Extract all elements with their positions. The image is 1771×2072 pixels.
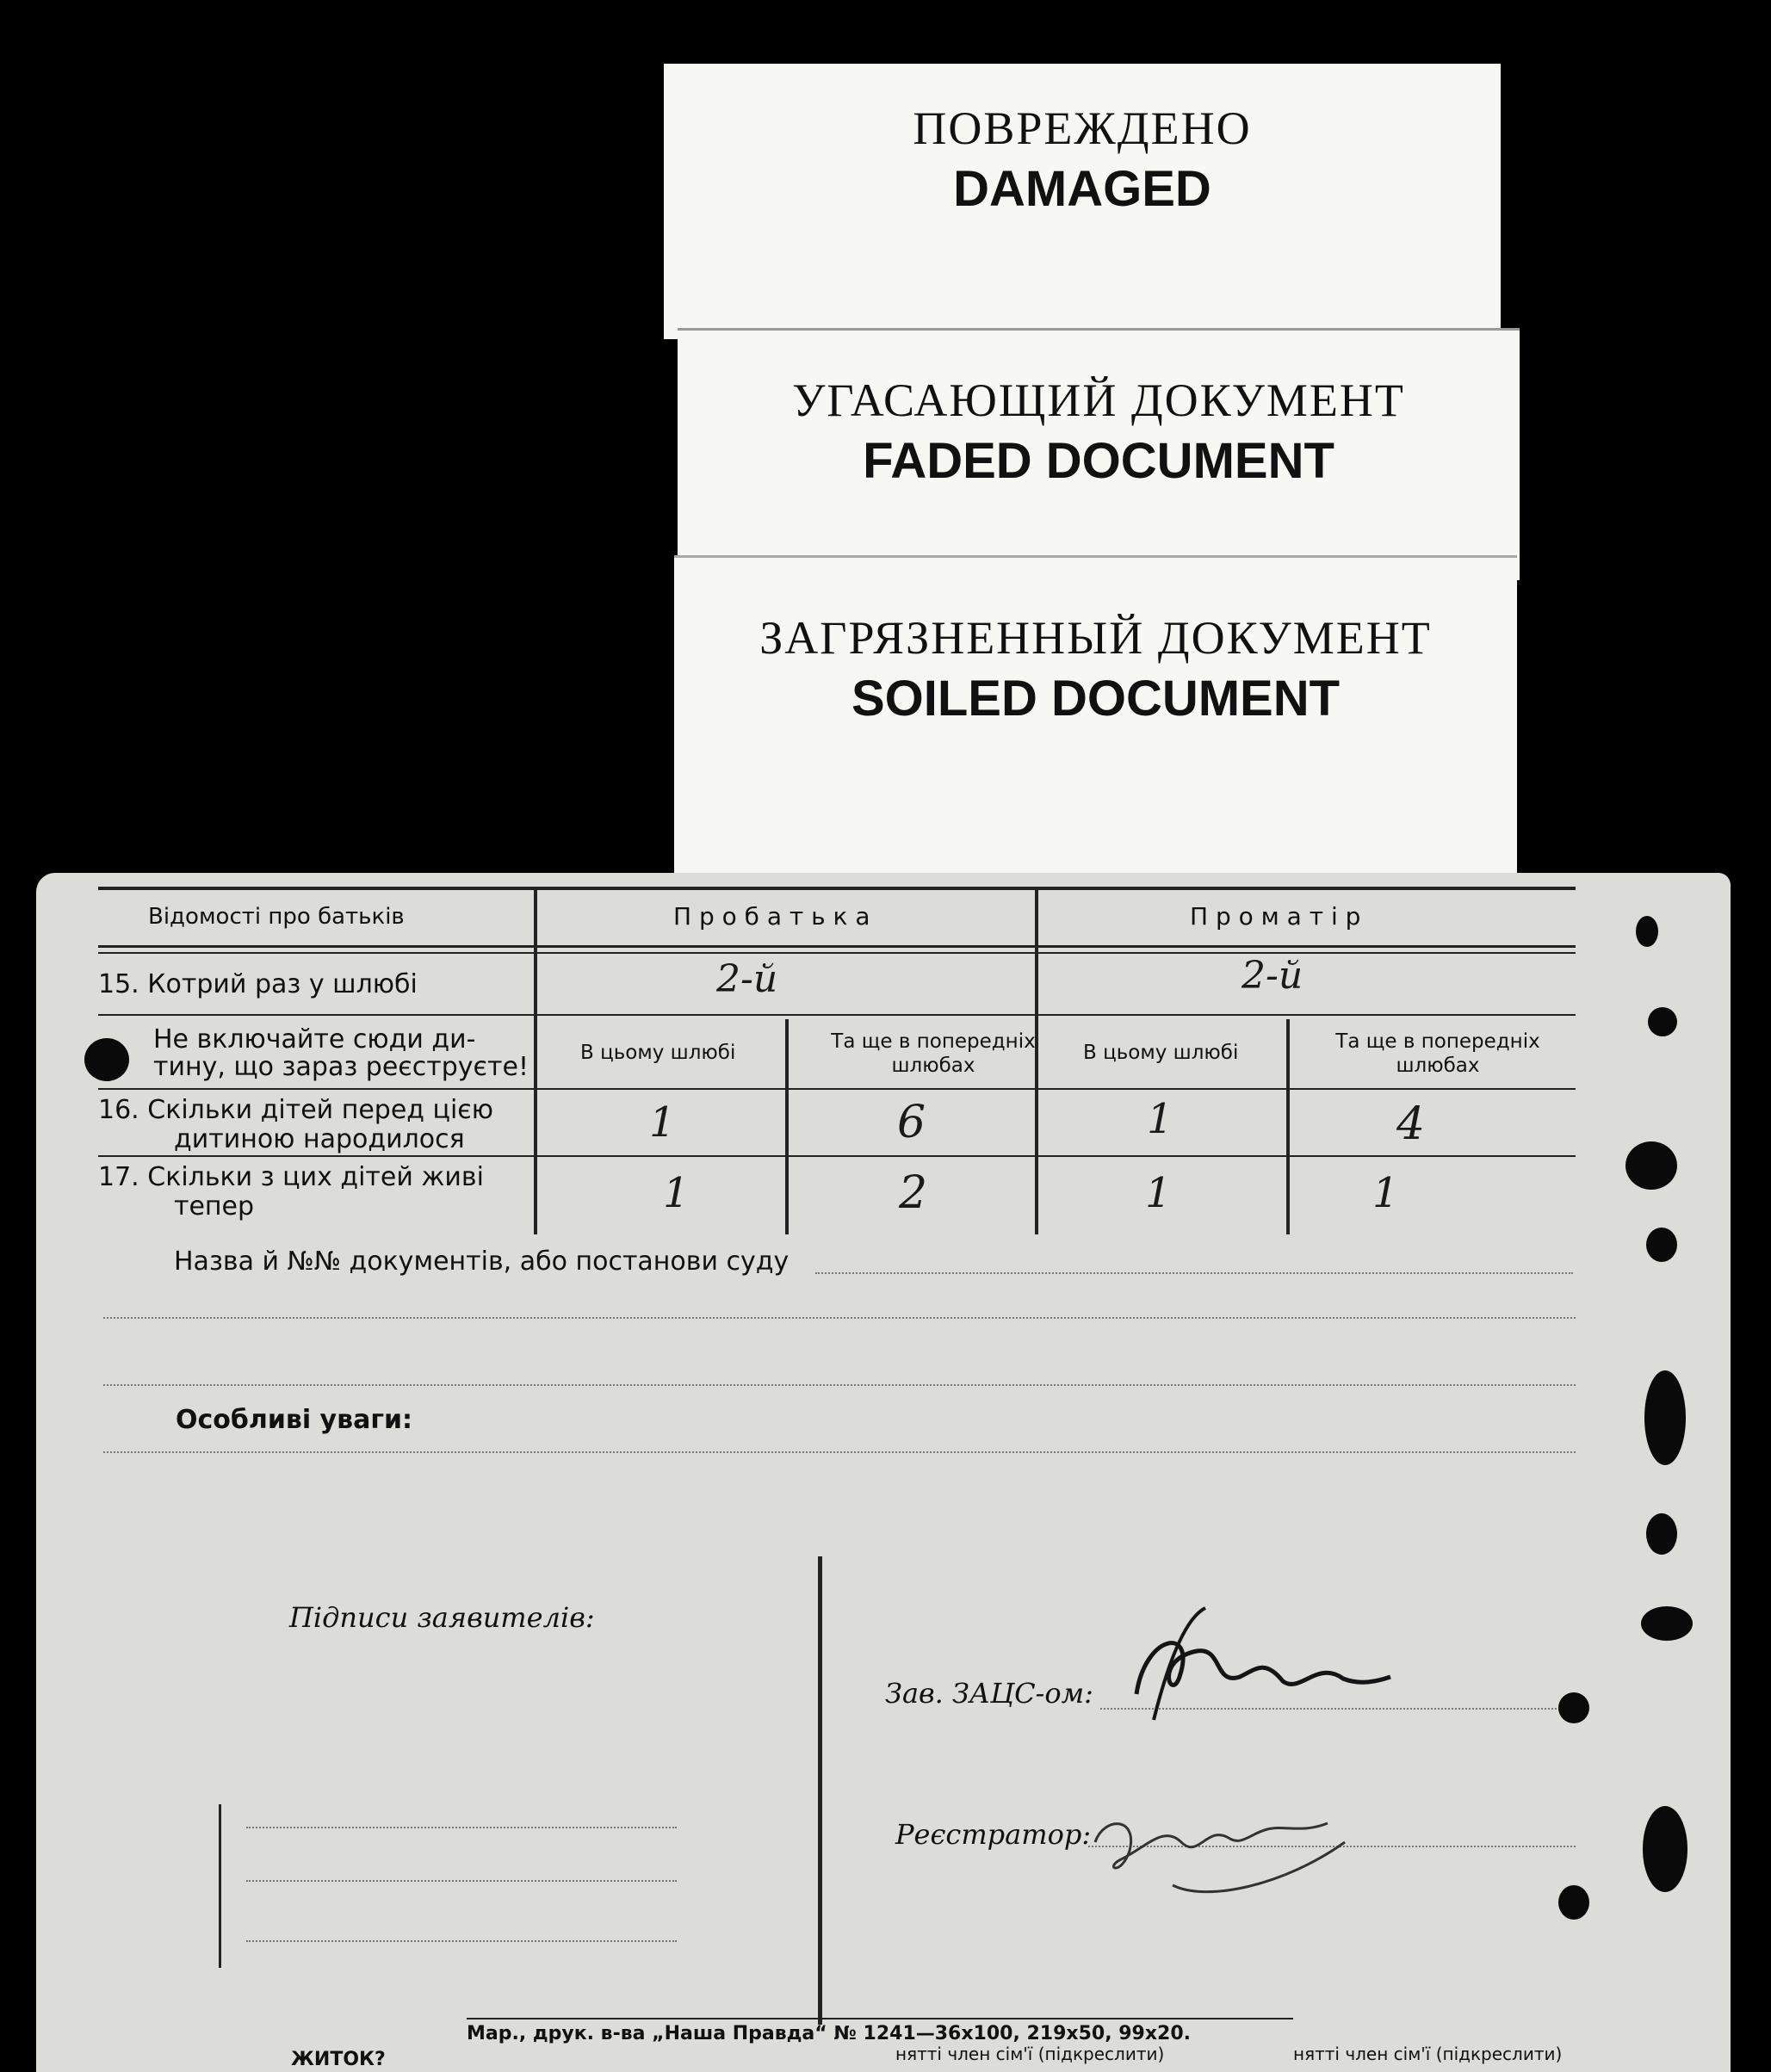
damaged-label-card [664,64,1501,339]
applicant-line-1 [246,1827,677,1828]
damage-mark-1 [1636,916,1658,947]
row16-rule [98,1155,1576,1157]
row15-rule [98,1014,1576,1016]
applicant-line-2 [246,1880,677,1882]
signature-divider [818,1556,822,2025]
note-rule [98,1088,1576,1090]
q17-father-prev: 2 [899,1167,928,1219]
q16-line-1: 16. Скільки дітей перед цією [98,1095,494,1125]
about-father-header: П р о б а т ь к а [673,902,870,931]
footer-rule [467,2018,1293,2019]
column-divider-3 [785,1019,789,1234]
head-of-registry-label: Зав. ЗАЦС-ом: [885,1677,1093,1710]
parents-info-header: Відомості про батьків [148,904,405,930]
table-header-rule-2 [98,952,1576,954]
special-notes-label: Особливі уваги: [176,1405,413,1435]
damage-mark-2 [1648,1007,1677,1036]
soiled-label-card [674,558,1517,876]
damaged-label-ru: ПОВРЕЖДЕНО [913,102,1252,154]
bottom-left-text: ЖИТОК? [291,2049,386,2070]
q16-line-2: дитиною народилося [174,1124,465,1154]
q15-father-value: 2-й [716,957,778,1001]
damage-mark-3 [1625,1141,1677,1190]
printer-line: Мар., друк. в-ва „Наша Правда“ № 1241—36х100, 219х50, 99х20. [467,2023,1192,2044]
about-mother-header: П р о м а т і р [1190,902,1361,931]
damage-mark-5 [1644,1370,1686,1465]
documents-line-3 [103,1384,1576,1386]
faded-label-en: FADED DOCUMENT [863,433,1334,489]
documents-line-2 [103,1317,1576,1319]
q17-mother-prev: 1 [1372,1169,1399,1217]
faded-label-card [678,331,1520,580]
note-line-1: Не включайте сюди ди- [153,1024,476,1055]
column-divider-1 [534,888,537,1234]
note-line-2: тину, що зараз реєструєте! [153,1052,529,1082]
father-this-marriage-header: В цьому шлюбі [580,1042,736,1064]
q17-father-this: 1 [663,1169,690,1217]
registration-form-page [36,873,1731,2072]
applicants-signatures-label: Підписи заявителів: [289,1601,595,1634]
q17-mother-this: 1 [1145,1169,1172,1217]
soiled-label-ru: ЗАГРЯЗНЕННЫЙ ДОКУМЕНТ [759,612,1432,664]
mother-this-marriage-header: В цьому шлюбі [1083,1042,1239,1064]
q17-line-2: тепер [174,1191,255,1222]
q16-father-this: 1 [649,1098,676,1147]
damage-mark-6 [1646,1513,1677,1555]
special-notes-line [103,1451,1576,1453]
faded-label-ru: УГАСАЮЩИЙ ДОКУМЕНТ [792,374,1405,426]
bottom-right-text: нятті член сім'ї (підкреслити) [1293,2044,1563,2064]
applicant-line-3 [246,1940,677,1942]
q16-mother-prev: 4 [1396,1098,1426,1150]
damage-mark-9 [1643,1806,1687,1892]
soiled-label-en: SOILED DOCUMENT [851,671,1341,727]
q15-mother-value: 2-й [1242,954,1303,998]
registrar-label: Реєстратор: [895,1818,1092,1851]
column-divider-4 [1286,1019,1290,1234]
q15-label: 15. Котрий раз у шлюбі [98,969,418,999]
father-prev-marriages-header: Та ще в попередніх шлюбах [831,1030,1036,1077]
damage-mark-10 [1558,1885,1589,1920]
documents-label: Назва й №№ документів, або постанови суду [174,1246,790,1277]
damage-mark-8 [1558,1692,1589,1723]
documents-line-1 [815,1272,1573,1274]
table-top-rule [98,887,1576,890]
q16-mother-this: 1 [1147,1095,1173,1143]
damaged-label-en: DAMAGED [953,161,1211,217]
damage-mark-4 [1646,1228,1677,1262]
head-signature [1119,1599,1395,1729]
q17-line-1: 17. Скільки з цих дітей живі [98,1162,484,1192]
punch-hole [84,1038,129,1081]
applicants-bracket [219,1804,221,1968]
mother-prev-marriages-header: Та ще в попередніх шлюбах [1335,1030,1540,1077]
registrar-signature [1069,1791,1379,1911]
q16-father-prev: 6 [897,1097,926,1148]
table-header-rule [98,945,1576,948]
bottom-mid-text: нятті член сім'ї (підкреслити) [895,2044,1165,2064]
damage-mark-7 [1641,1606,1693,1641]
